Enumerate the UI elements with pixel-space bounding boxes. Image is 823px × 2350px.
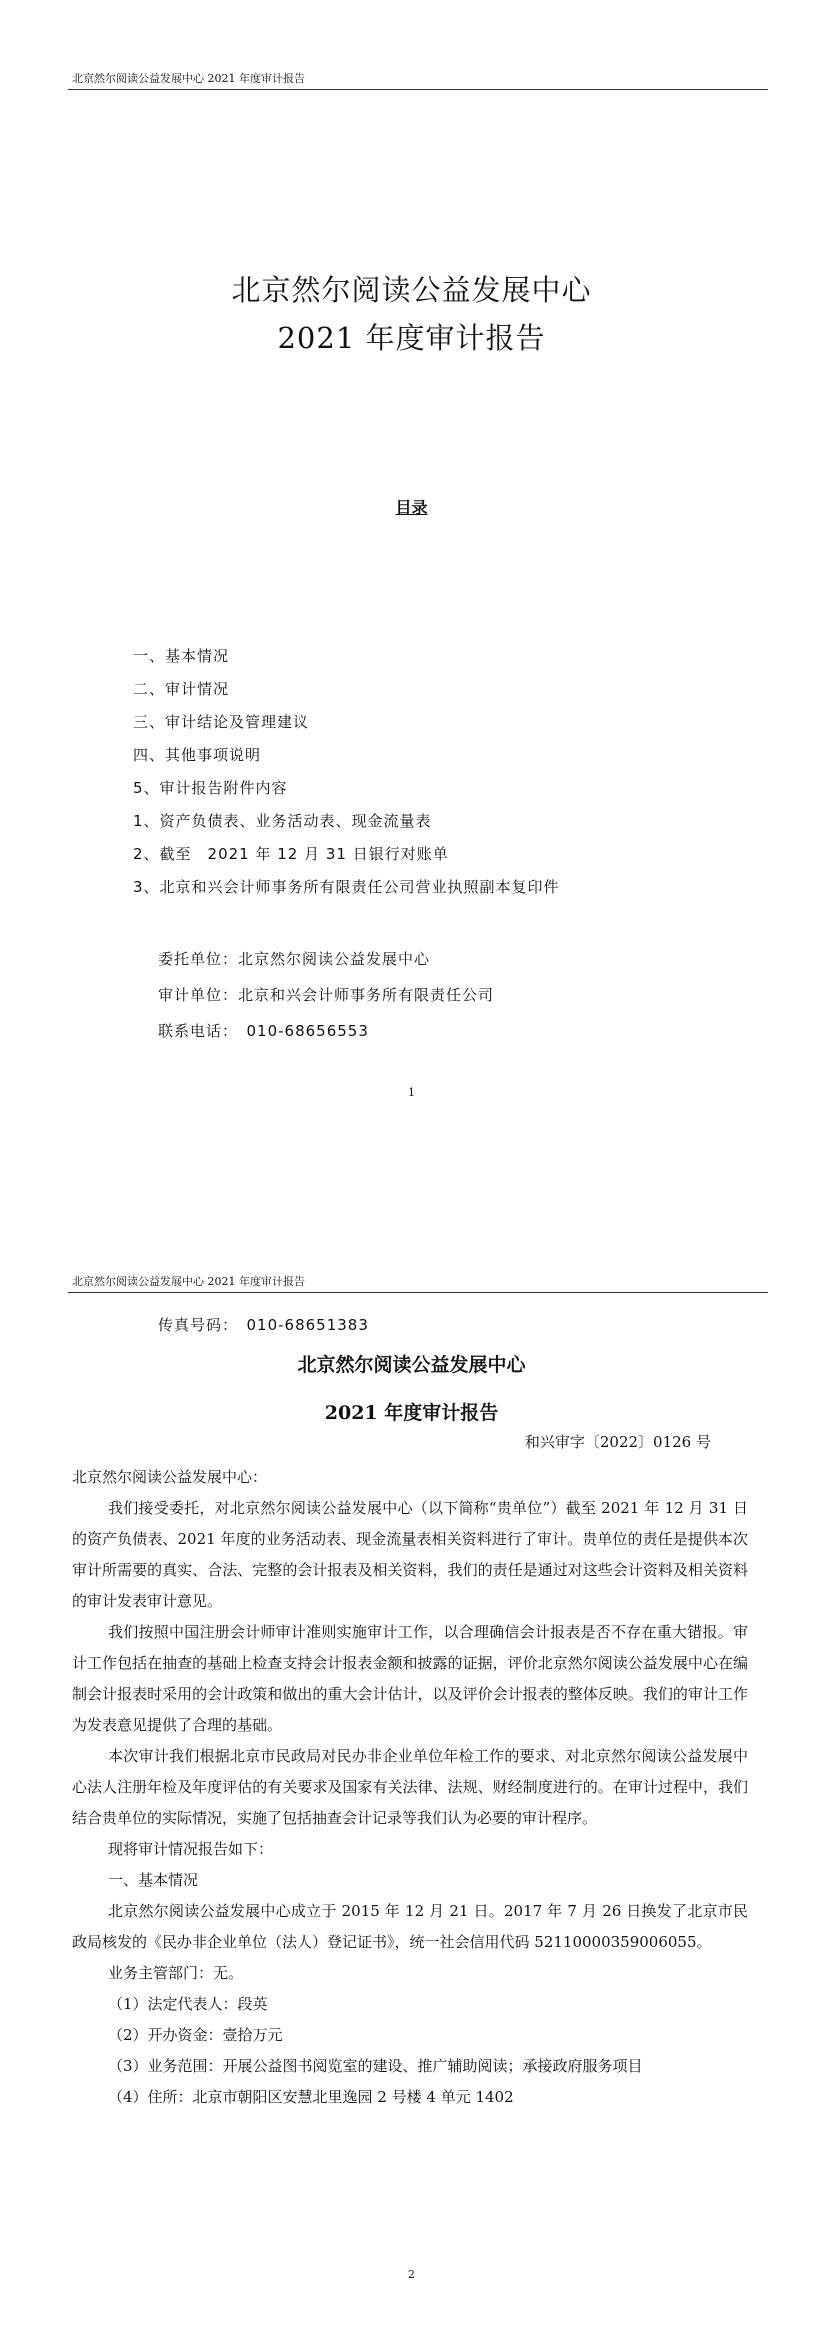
- auditor-unit: 审计单位：北京和兴会计师事务所有限责任公司: [158, 986, 495, 1004]
- list-item: （2）开办资金：壹拾万元: [108, 2026, 283, 2044]
- page-number: 1: [408, 1086, 415, 1099]
- toc-item: 2、截至 2021 年 12 月 31 日银行对账单: [133, 845, 449, 863]
- table-of-contents: [133, 640, 560, 904]
- salutation: 北京然尔阅读公益发展中心：: [72, 1468, 268, 1486]
- running-header: 北京然尔阅读公益发展中心 2021 年度审计报告: [72, 72, 305, 85]
- paragraph: 本次审计我们根据北京市民政局对民办非企业单位年检工作的要求、对北京然尔阅读公益发展中心法人注册年检及年度评估的有关要求及国家有关法律、法规、财经制度进行的。在审计过程中，我们结合贵单位的实际情况，实施了包括抽查会计记录等我们认为必要的审计程序。: [72, 1747, 748, 1827]
- report-body: [72, 1462, 748, 2113]
- report-heading-line2: 2021 年度审计报告: [324, 1402, 499, 1424]
- paragraph: 我们按照中国注册会计师审计准则实施审计工作，以合理确信会计报表是否不存在重大错报。审计工作包括在抽查的基础上检查支持会计报表金额和披露的证据，评价北京然尔阅读公益发展中心在编制会计报表时采用的会计政策和做出的重大会计估计，以及评价会计报表的整体反映。我们的审计工作为发表意见提供了合理的基础。: [72, 1623, 748, 1734]
- list-item: （4）住所：北京市朝阳区安慧北里逸园 2 号楼 4 单元 1402: [108, 2088, 514, 2106]
- report-title-line1: 北京然尔阅读公益发展中心: [231, 273, 592, 307]
- page-1: [0, 0, 823, 1170]
- running-header: 北京然尔阅读公益发展中心 2021 年度审计报告: [72, 1275, 305, 1288]
- contact-phone: 联系电话： 010-68656553: [158, 1022, 369, 1040]
- header-rule: [68, 89, 768, 90]
- section-heading: 一、基本情况: [108, 1871, 199, 1889]
- header-rule: [68, 1292, 768, 1293]
- page-number: 2: [408, 2268, 415, 2281]
- contact-block: [158, 941, 494, 1049]
- paragraph: 业务主管部门：无。: [108, 1964, 244, 1982]
- toc-item: 二、审计情况: [133, 680, 230, 698]
- toc-item: 3、北京和兴会计师事务所有限责任公司营业执照副本复印件: [133, 878, 560, 896]
- list-item: （3）业务范围：开展公益图书阅览室的建设、推广辅助阅读；承接政府服务项目: [108, 2057, 643, 2075]
- report-heading-line1: 北京然尔阅读公益发展中心: [297, 1354, 526, 1376]
- toc-item: 5、审计报告附件内容: [133, 779, 288, 797]
- paragraph: 北京然尔阅读公益发展中心成立于 2015 年 12 月 21 日。2017 年 7 月 26 日换发了北京市民政局核发的《民办非企业单位（法人）登记证书》，统一社会信用代码 52110000359006055。: [72, 1902, 748, 1951]
- toc-title: 目录: [395, 498, 428, 517]
- toc-item: 四、其他事项说明: [133, 746, 262, 764]
- paragraph: 我们接受委托，对北京然尔阅读公益发展中心（以下简称“贵单位”）截至 2021 年 12 月 31 日的资产负债表、2021 年度的业务活动表、现金流量表相关资料进行了审计。贵单位的责任是提供本次审计所需要的真实、合法、完整的会计报表及相关资料，我们的责任是通过对这些会计资料及相关资料的审计发表审计意见。: [72, 1499, 748, 1610]
- fax-number: 传真号码： 010-68651383: [158, 1316, 369, 1334]
- paragraph: 现将审计情况报告如下：: [108, 1840, 274, 1858]
- list-item: （1）法定代表人：段英: [108, 1995, 268, 2013]
- toc-item: 三、审计结论及管理建议: [133, 713, 310, 731]
- client-unit: 委托单位：北京然尔阅读公益发展中心: [158, 950, 431, 968]
- toc-item: 一、基本情况: [133, 647, 230, 665]
- report-title-line2: 2021 年度审计报告: [277, 321, 546, 355]
- toc-item: 1、资产负债表、业务活动表、现金流量表: [133, 812, 432, 830]
- reference-number: 和兴审字〔2022〕0126 号: [524, 1433, 711, 1451]
